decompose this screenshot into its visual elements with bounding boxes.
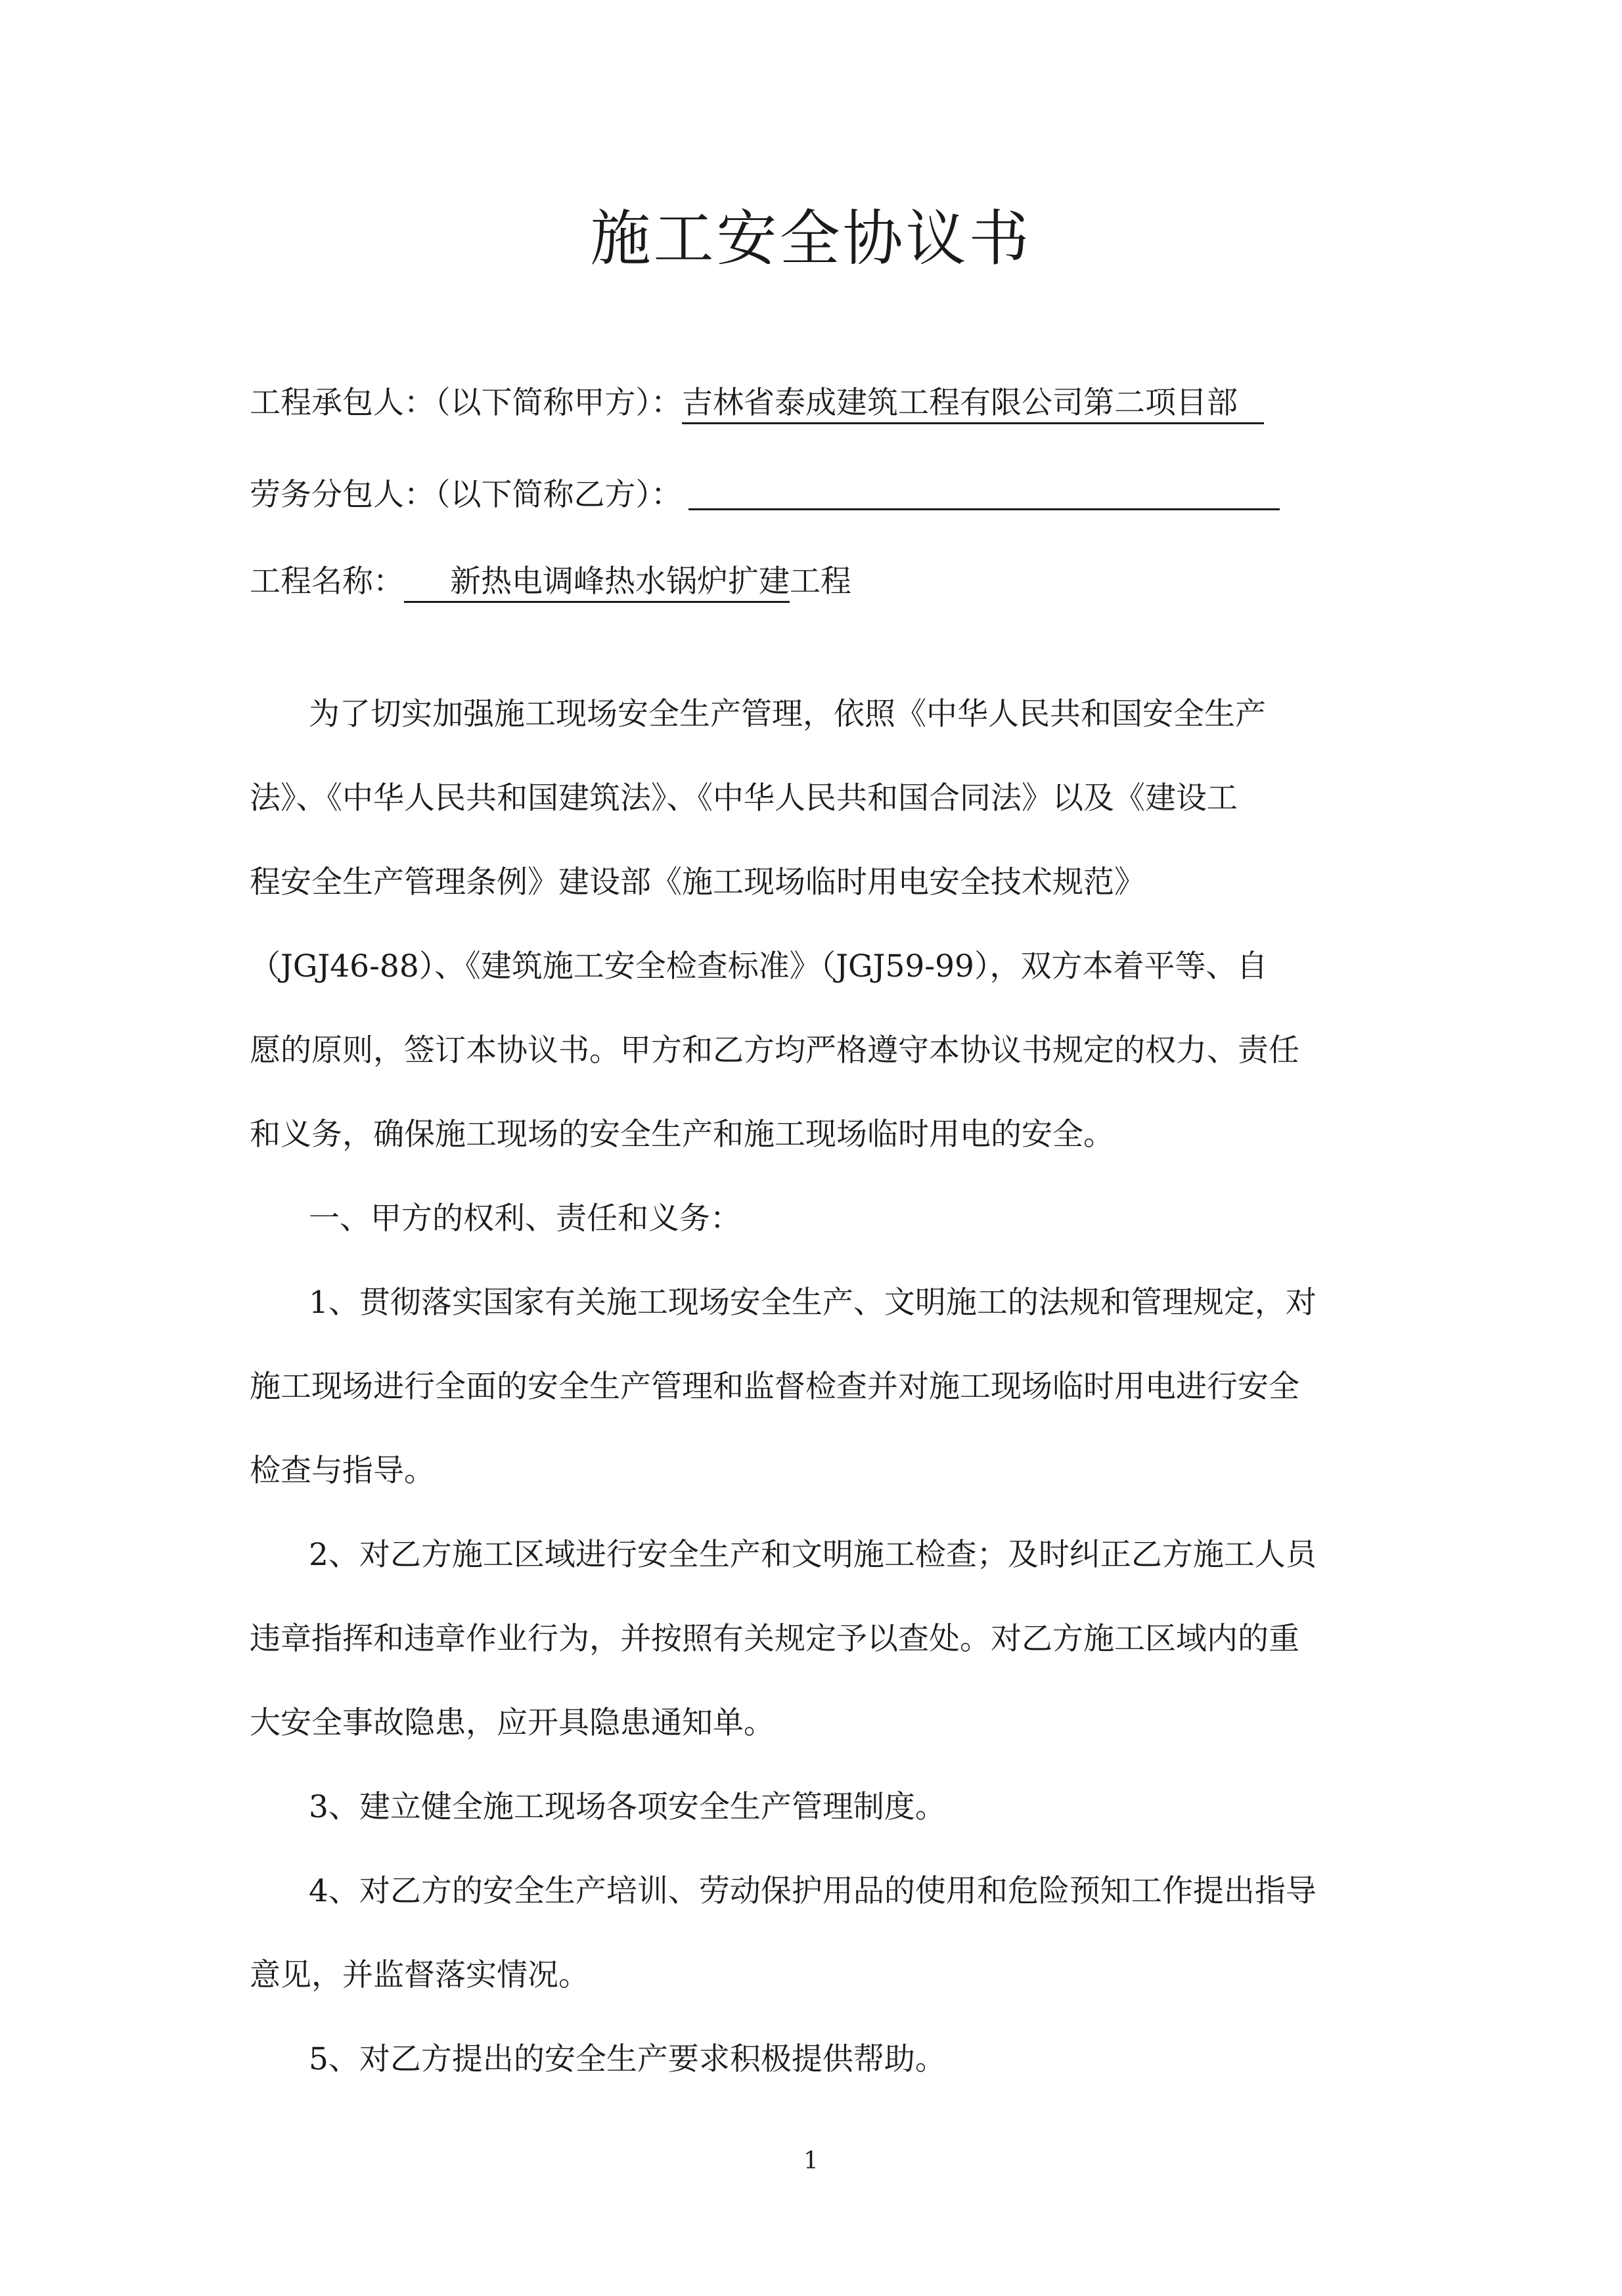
contractor-field [250, 387, 1264, 424]
contractor-value: 吉林省泰成建筑工程有限公司第二项目部 [682, 385, 1238, 421]
body-line: 意见，并监督落实情况。 [250, 1957, 589, 1993]
body-line: 法》、《中华人民共和国建筑法》、《中华人民共和国合同法》以及《建设工 [250, 780, 1238, 816]
body-line: 施工现场进行全面的安全生产管理和监督检查并对施工现场临时用电进行安全 [250, 1369, 1299, 1405]
body-line: 程安全生产管理条例》建设部《施工现场临时用电安全技术规范》 [250, 864, 1145, 900]
page-number: 1 [803, 2148, 819, 2175]
project-value-underline [404, 563, 790, 603]
subcontractor-field [250, 477, 1280, 513]
body-line: （JGJ46-88）、《建筑施工安全检查标准》（JGJ59-99），双方本着平等、自 [250, 948, 1268, 984]
subcontractor-label: 劳务分包人：（以下简称乙方）： [250, 477, 682, 513]
project-suffix: 工程 [790, 563, 851, 600]
project-value: 新热电调峰热水锅炉扩建 [450, 563, 790, 600]
body-line: 和义务，确保施工现场的安全生产和施工现场临时用电的安全。 [250, 1116, 1114, 1153]
body-line: 检查与指导。 [250, 1453, 435, 1489]
body-line: 5、对乙方提出的安全生产要求积极提供帮助。 [309, 2041, 946, 2077]
body-line: 大安全事故隐患，应开具隐患通知单。 [250, 1705, 775, 1741]
project-field [250, 563, 851, 603]
body-line: 1、贯彻落实国家有关施工现场安全生产、文明施工的法规和管理规定，对 [309, 1285, 1317, 1321]
body-line: 违章指挥和违章作业行为，并按照有关规定予以查处。对乙方施工区域内的重 [250, 1621, 1299, 1657]
body-line: 4、对乙方的安全生产培训、劳动保护用品的使用和危险预知工作提出指导 [309, 1873, 1317, 1909]
subcontractor-blank [688, 477, 1280, 510]
section-heading: 一、甲方的权利、责任和义务： [309, 1201, 741, 1237]
body-line: 3、建立健全施工现场各项安全生产管理制度。 [309, 1789, 946, 1825]
contractor-value-underline [682, 387, 1264, 424]
body-line: 愿的原则，签订本协议书。甲方和乙方均严格遵守本协议书规定的权力、责任 [250, 1032, 1299, 1069]
contractor-label: 工程承包人：（以下简称甲方）： [250, 385, 682, 421]
body-line: 为了切实加强施工现场安全生产管理，依照《中华人民共和国安全生产 [309, 696, 1266, 732]
document-title: 施工安全协议书 [590, 204, 1032, 274]
body-line: 2、对乙方施工区域进行安全生产和文明施工检查；及时纠正乙方施工人员 [309, 1537, 1317, 1573]
project-label: 工程名称： [250, 563, 404, 600]
